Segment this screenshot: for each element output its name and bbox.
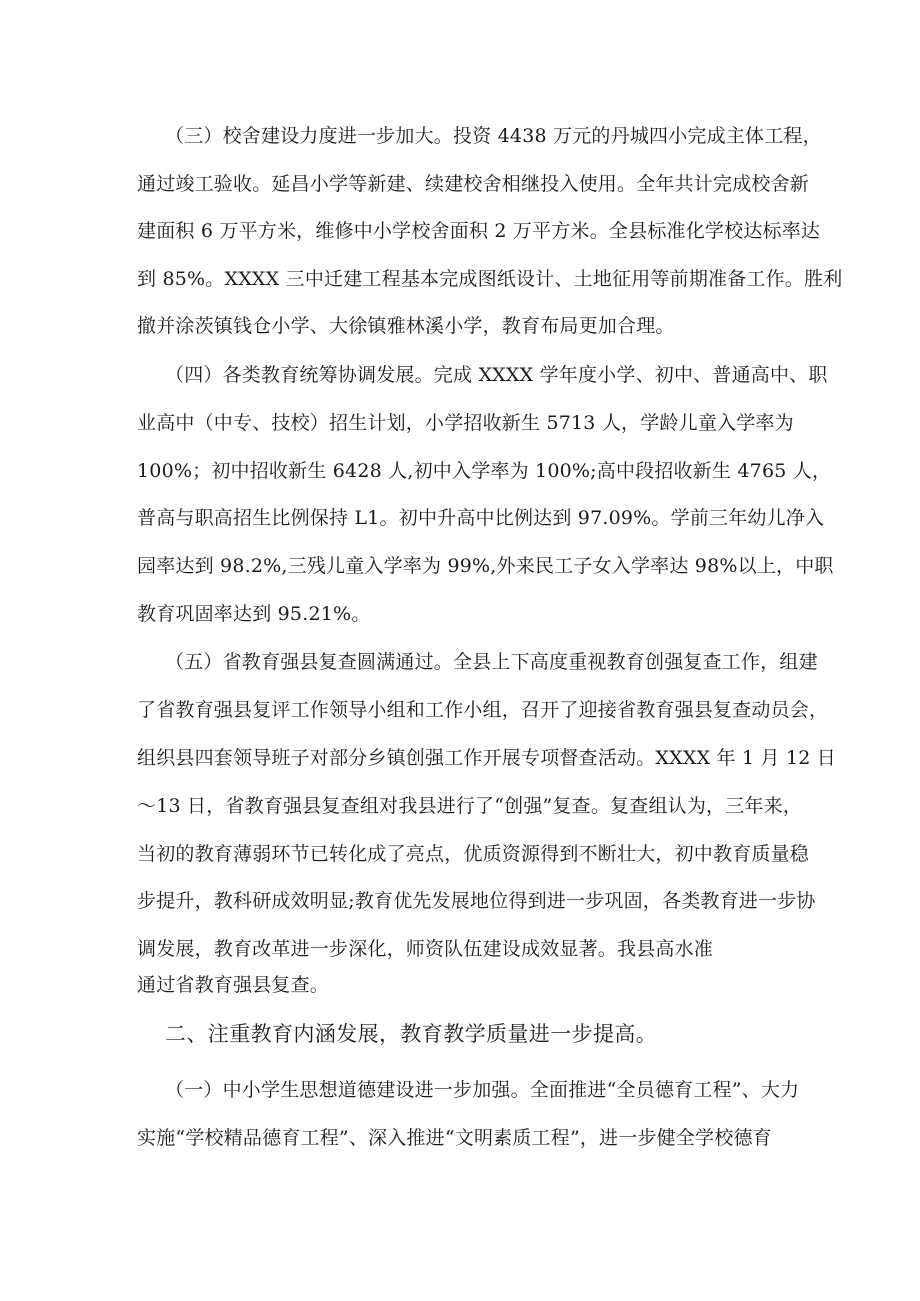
text-line: ～13 日，省教育强县复查组对我县进行了“创强”复查。复查组认为，三年来， — [137, 795, 803, 817]
text-line: 普高与职高招生比例保持 L1。初中升高中比例达到 97.09%。学前三年幼儿净入 — [137, 507, 825, 529]
text-line: 调发展，教育改革进一步深化，师资队伍建设成效显著。我县高水准 — [137, 938, 714, 960]
text-line: 业高中（中专、技校）招生计划，小学招收新生 5713 人，学龄儿童入学率为 — [137, 412, 794, 434]
section-heading: 二、注重教育内涵发展，教育教学质量进一步提高。 — [165, 1022, 658, 1046]
text-line: （一）中小学生思想道德建设进一步加强。全面推进“全员德育工程”、大力 — [165, 1079, 800, 1101]
text-line: 通过省教育强县复查。 — [137, 974, 330, 996]
text-line: 建面积 6 万平方米，维修中小学校舍面积 2 万平方米。全县标准化学校达标率达 — [137, 220, 821, 242]
text-line: 了省教育强县复评工作领导小组和工作小组，召开了迎接省教育强县复查动员会， — [137, 699, 829, 721]
text-line: 步提升，教科研成效明显;教育优先发展地位得到进一步巩固，各类教育进一步协 — [137, 890, 816, 912]
text-line: （五）省教育强县复查圆满通过。全县上下高度重视教育创强复查工作，组建 — [165, 651, 818, 673]
text-line: 实施“学校精品德育工程”、深入推进“文明素质工程”，进一步健全学校德育 — [137, 1127, 772, 1149]
text-line: （四）各类教育统筹协调发展。完成 XXXX 学年度小学、初中、普通高中、职 — [165, 364, 828, 386]
text-line: 教育巩固率达到 95.21%。 — [137, 603, 371, 625]
text-line: 到 85%。XXXX 三中迁建工程基本完成图纸设计、土地征用等前期准备工作。胜利 — [137, 268, 843, 290]
text-line: 撤并涂茨镇钱仓小学、大徐镇雅林溪小学，教育布局更加合理。 — [137, 315, 675, 337]
text-line: 100%；初中招收新生 6428 人,初中入学率为 100%;高中段招收新生 4765 人， — [137, 460, 832, 482]
text-line: （三）校舍建设力度进一步加大。投资 4438 万元的丹城四小完成主体工程， — [165, 125, 822, 147]
text-line: 组织县四套领导班子对部分乡镇创强工作开展专项督查活动。XXXX 年 1 月 12 日 — [137, 747, 836, 769]
text-line: 通过竣工验收。延昌小学等新建、续建校舍相继投入使用。全年共计完成校舍新 — [137, 173, 810, 195]
text-line: 当初的教育薄弱环节已转化成了亮点，优质资源得到不断壮大，初中教育质量稳 — [137, 843, 810, 865]
text-line: 园率达到 98.2%,三残儿童入学率为 99%,外来民工子女入学率达 98%以上，中职 — [137, 555, 834, 577]
